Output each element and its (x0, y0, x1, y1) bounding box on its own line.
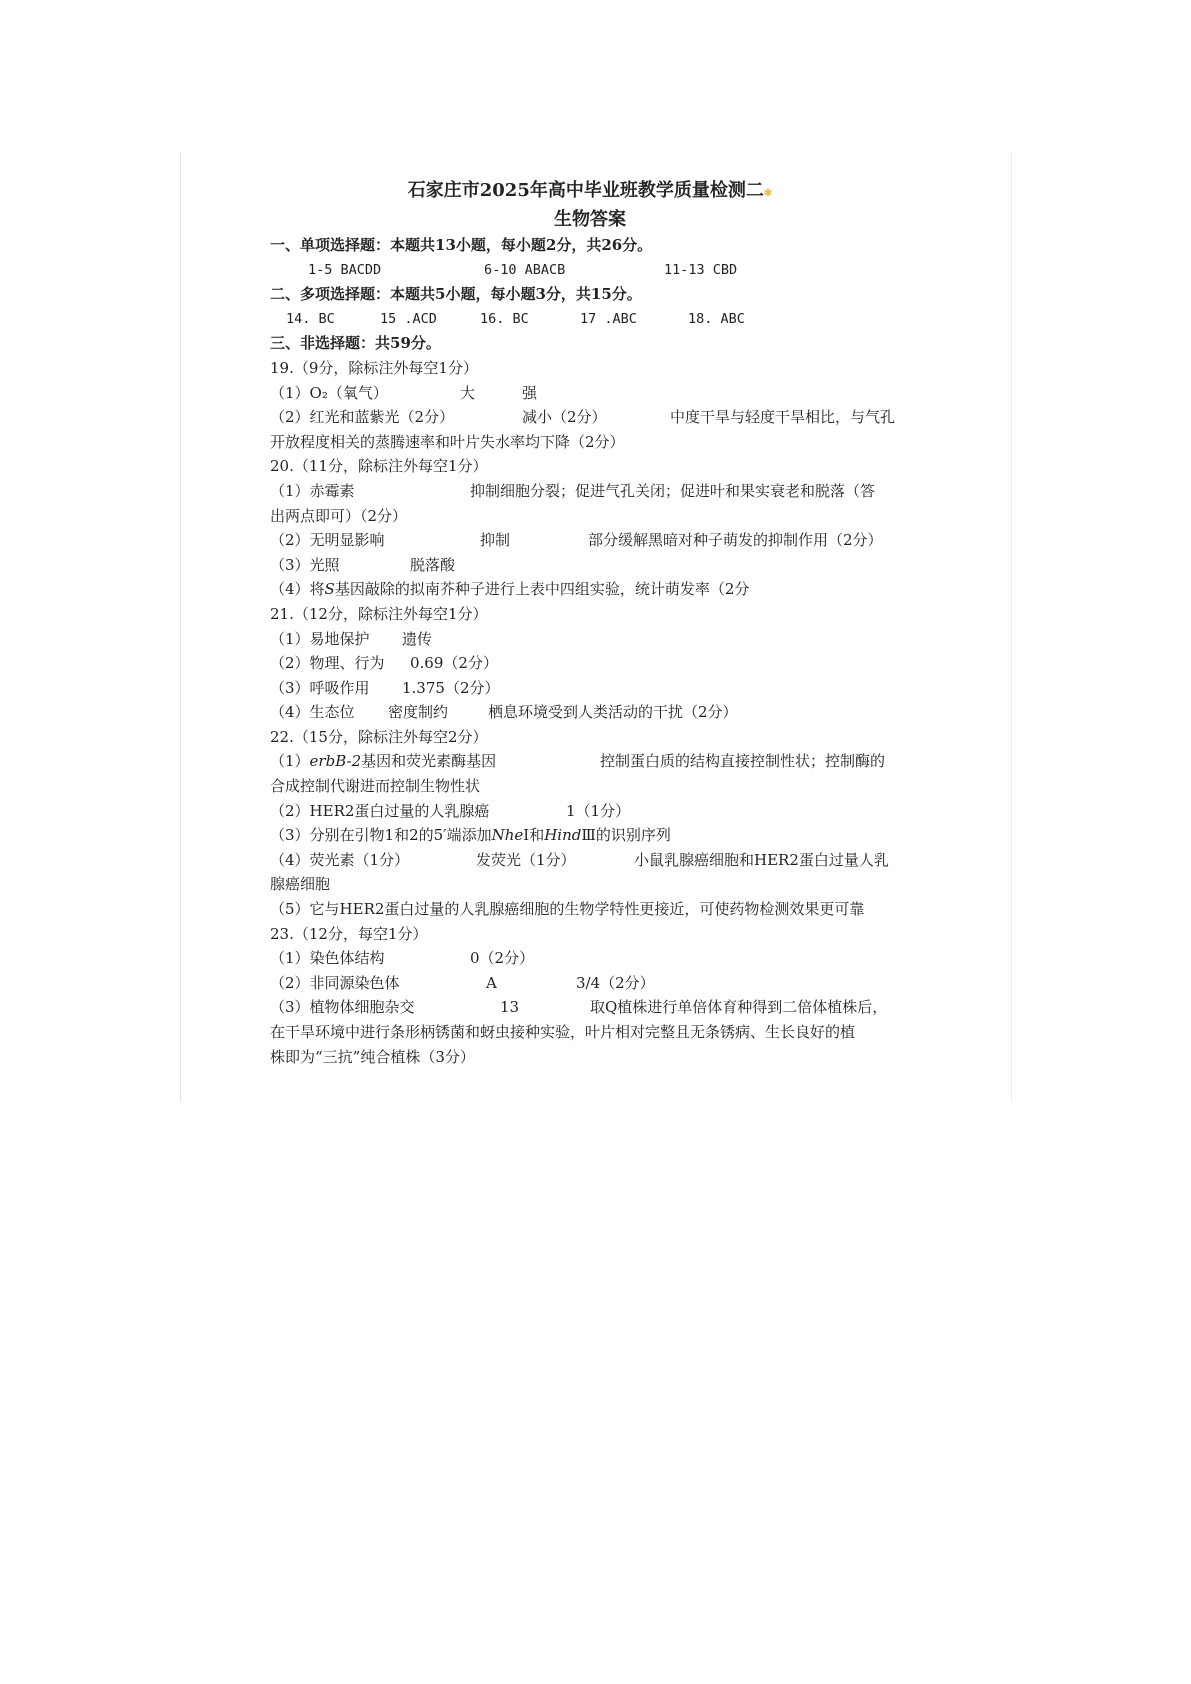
section2-heading: 二、多项选择题：本题共5小题，每小题3分，共15分。 (270, 285, 642, 304)
q20-part3: （3）光照 脱落酸 (270, 555, 456, 574)
q19-head: 19.（9分，除标注外每空1分） (270, 358, 478, 377)
q23-part1: （1）染色体结构 0（2分） (270, 949, 535, 968)
q19-part2: （2）红光和蓝紫光（2分） 减小（2分） 中度干旱与轻度干旱相比，与气孔 (270, 408, 896, 427)
q23-head: 23.（12分，每空1分） (270, 924, 428, 943)
q21-part4: （4）生态位 密度制约 栖息环境受到人类活动的干扰（2分） (270, 703, 738, 722)
q22-part5: （5）它与HER2蛋白过量的人乳腺癌细胞的生物学特性更接近，可使药物检测效果更可靠 (270, 900, 865, 919)
q22-part3: （3）分别在引物1和2的5′端添加NheⅠ和HindⅢ的识别序列 (270, 826, 671, 845)
q22-part1-cont: 合成控制代谢进而控制生物性状 (270, 777, 481, 796)
section1-heading: 一、单项选择题：本题共13小题，每小题2分，共26分。 (270, 236, 653, 254)
q21-part1: （1）易地保护 遗传 (270, 629, 433, 648)
enzyme-name: Nhe (491, 826, 524, 845)
q23-part2: （2）非同源染色体 A 3/4（2分） (270, 973, 655, 992)
q20-part1-cont: 出两点即可）（2分） (270, 506, 408, 525)
section2-answers: 14. BC 15 .ACD 16. BC 17 .ABC 18. ABC (286, 310, 745, 327)
document-subtitle: 生物答案 (554, 209, 626, 230)
q20-part1: （1）赤霉素 抑制细胞分裂；促进气孔关闭；促进叶和果实衰老和脱落（答 (270, 481, 876, 500)
section1-answers: 1-5 BACDD 6-10 ABACB 11-13 CBD (308, 261, 738, 278)
q20-head: 20.（11分，除标注外每空1分） (270, 457, 488, 476)
q23-part3-cont2: 株即为“三抗”纯合植株（3分） (270, 1047, 475, 1066)
q20-part2: （2）无明显影响 抑制 部分缓解黑暗对种子萌发的抑制作用（2分） (270, 531, 883, 550)
q22-part4: （4）荧光素（1分） 发荧光（1分） 小鼠乳腺癌细胞和HER2蛋白过量人乳 (270, 850, 889, 869)
gene-symbol: S (324, 580, 335, 599)
q23-part3: （3）植物体细胞杂交 13 取Q植株进行单倍体育种得到二倍体植株后， (270, 998, 888, 1017)
enzyme-name: Hind (544, 826, 582, 845)
q22-head: 22.（15分，除标注外每空2分） (270, 727, 488, 746)
gene-symbol: erbB-2 (309, 752, 362, 771)
q21-part3: （3）呼吸作用 1.375（2分） (270, 678, 500, 697)
section3-heading: 三、非选择题：共59分。 (270, 334, 441, 353)
document-title: 石家庄市2025年高中毕业班教学质量检测二✱ (407, 180, 773, 201)
q19-part1: （1）O₂（氧气） 大 强 (270, 383, 538, 402)
star-mark-icon: ✱ (763, 188, 773, 199)
q22-part2: （2）HER2蛋白过量的人乳腺癌 1（1分） (270, 801, 631, 820)
q21-part2: （2）物理、行为 0.69（2分） (270, 654, 498, 673)
answer-key (270, 178, 930, 1069)
q22-part4-cont: 腺癌细胞 (270, 875, 331, 894)
q22-part1: （1）erbB-2基因和荧光素酶基因 控制蛋白质的结构直接控制性状；控制酶的 (270, 752, 886, 771)
q19-part2-cont: 开放程度相关的蒸腾速率和叶片失水率均下降（2分） (270, 432, 625, 451)
q21-head: 21.（12分，除标注外每空1分） (270, 604, 488, 623)
q23-part3-cont: 在干旱环境中进行条形柄锈菌和蚜虫接种实验，叶片相对完整且无条锈病、生长良好的植 (270, 1023, 856, 1041)
q20-part4: （4）将S基因敲除的拟南芥种子进行上表中四组实验，统计萌发率（2分 (270, 580, 750, 599)
